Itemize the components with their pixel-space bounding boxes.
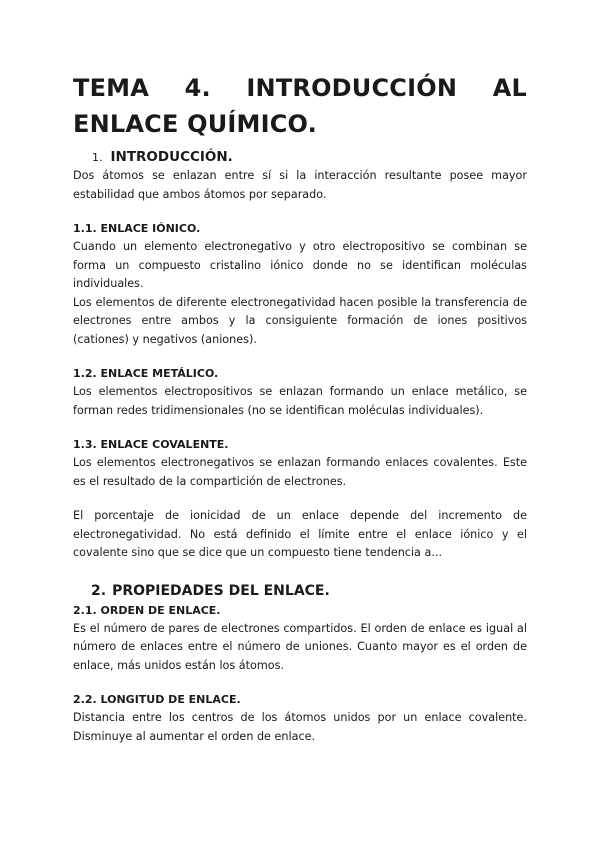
section-1-title: INTRODUCCIÓN. <box>110 149 233 165</box>
subsection-1-3-paragraph-2: El porcentaje de ionicidad de un enlace depende del incremento de electronegatividad. No está definido el límite entre el enlace iónico y el covalente sino que se dice que un compuesto tiene tendencia a... <box>73 509 527 559</box>
section-1-number: 1. <box>92 151 103 164</box>
section-2-number: 2. <box>91 582 107 599</box>
subsection-1-1-paragraph-1: Cuando un elemento electronegativo y otro electropositivo se combinan se forma un compuesto cristalino iónico donde no se identifican moléculas individuales. <box>73 240 527 290</box>
section-2-heading <box>91 582 527 600</box>
document-title: TEMA 4. INTRODUCCIÓN AL ENLACE QUÍMICO. <box>73 74 527 138</box>
subsection-2-2-paragraph: Distancia entre los centros de los átomos unidos por un enlace covalente. Disminuye al aumentar el orden de enlace. <box>73 711 527 743</box>
subsection-2-1-paragraph: Es el número de pares de electrones compartidos. El orden de enlace es igual al número de enlaces entre el número de uniones. Cuanto mayor es el orden de enlace, más unidos están los átomos. <box>73 621 527 672</box>
section-1-paragraph: Dos átomos se enlazan entre sí si la interacción resultante posee mayor estabilidad que ambos átomos por separado. <box>73 169 527 201</box>
subsection-2-2-heading: 2.2. LONGITUD DE ENLACE. <box>73 693 241 706</box>
subsection-1-3-paragraph-1: Los elementos electronegativos se enlazan formando enlaces covalentes. Este es el resultado de la compartición de electrones. <box>73 456 527 488</box>
subsection-1-1-paragraph-2: Los elementos de diferente electronegatividad hacen posible la transferencia de electrones entre ambos y la consiguiente formación de iones positivos (cationes) y negativos (aniones). <box>73 295 527 346</box>
subsection-2-1-heading: 2.1. ORDEN DE ENLACE. <box>73 603 221 617</box>
paragraph-gap <box>73 491 527 507</box>
subsection-1-1-heading: 1.1. ENLACE IÓNICO. <box>73 222 201 235</box>
section-1-heading <box>92 148 527 167</box>
subsection-1-2-heading: 1.2. ENLACE METÁLICO. <box>73 367 219 380</box>
subsection-1-3-heading: 1.3. ENLACE COVALENTE. <box>73 438 229 451</box>
section-2-title: PROPIEDADES DEL ENLACE. <box>112 582 330 599</box>
subsection-1-2-paragraph: Los elementos electropositivos se enlazan formando un enlace metálico, se forman redes tridimensionales (no se identifican moléculas individuales). <box>73 385 527 417</box>
